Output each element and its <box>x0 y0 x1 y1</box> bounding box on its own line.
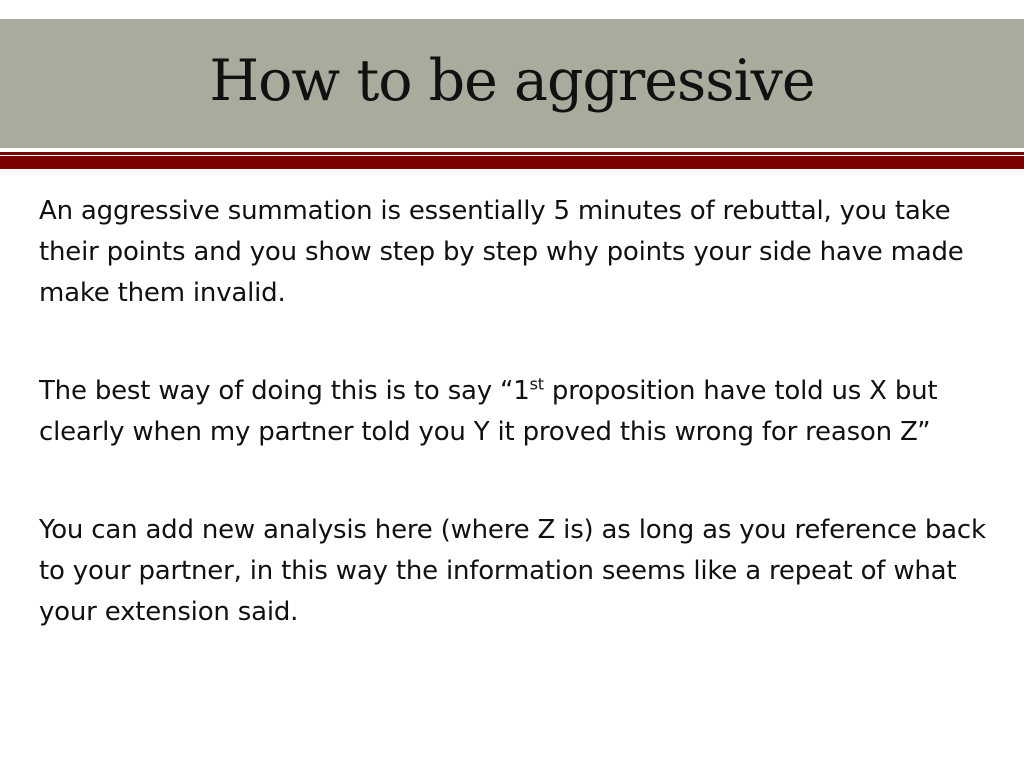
slide-title: How to be aggressive <box>209 47 815 114</box>
slide-body <box>39 191 989 690</box>
accent-line-thin <box>0 152 1024 155</box>
paragraph-3: You can add new analysis here (where Z is) as long as you reference back to your partner, in this way the information seems like a repeat of what your extension said. <box>39 515 986 627</box>
paragraph-2-superscript: st <box>529 374 544 394</box>
paragraph-1: An aggressive summation is essentially 5 minutes of rebuttal, you take their points and you show step by step why points your side have made make them invalid. <box>39 196 964 308</box>
title-bar <box>0 19 1024 148</box>
paragraph-2-after: proposition have told us X but clearly when my partner told you Y it proved this wrong for reason Z” <box>39 376 938 447</box>
accent-line-thick <box>0 156 1024 169</box>
paragraph-2 <box>39 371 989 453</box>
paragraph-2-before: The best way of doing this is to say “1 <box>39 376 530 406</box>
